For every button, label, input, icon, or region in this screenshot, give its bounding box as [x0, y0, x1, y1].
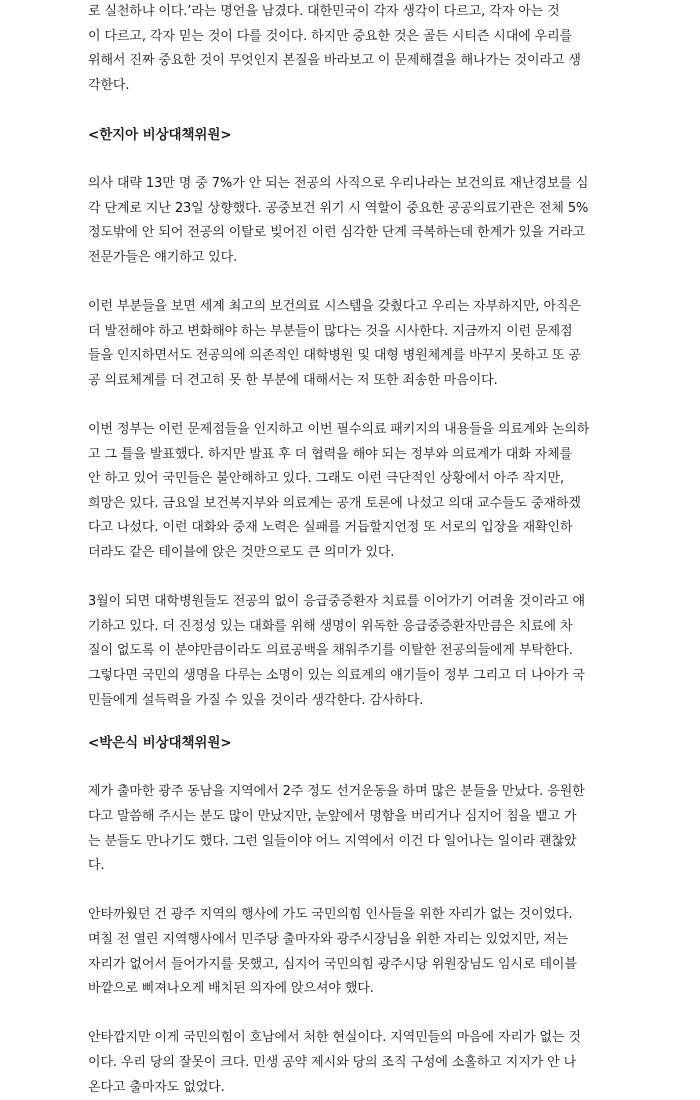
paragraph-han-4: 3월이 되면 대학병원들도 전공의 없이 응급중증환자 치료를 이어가기 어려울 것이라고 얘 기하고 있다. 더 진정성 있는 대화를 위해 생명이 위독한 응급중증환자만큼은 치료에 차 질이 없도록 이 분야만큼이라도 의료공백을 채워주기를 이탈한 전공의들에게 부탁한다. 그렇다면 국민의 생명을 다루는 소명이 있는 의료계의 얘기들이 정부 그리고 더 나아가 국 민들에게 설득력을 가질 수 있을 것이라 생각한다. 감사하다. [88, 594, 585, 708]
paragraph-park-1: 제가 출마한 광주 동남을 지역에서 2주 정도 선거운동을 하며 많은 분들을 만났다. 응원한 다고 말씀해 주시는 분도 많이 만났지만, 눈앞에서 명함을 버리거나 심지어 침을 뱉고 가 는 분들도 만나기도 했다. 그런 일들이야 어느 지역에서 이건 다 일어나는 일이라 괜찮았 다. [88, 784, 585, 874]
speaker-heading-park-eunsik: <박은식 비상대책위원> [88, 735, 232, 752]
paragraph-han-1: 의사 대략 13만 명 중 7%가 안 되는 전공의 사직으로 우리나라는 보건의료 재난경보를 심 각 단계로 지난 23일 상향했다. 공중보건 위기 시 역할이 중요한 공공의료기관은 전체 5% 정도밖에 안 되어 전공의 이탈로 빚어진 이런 심각한 단계 극복하는데 한계가 있을 거라고 전문가들은 얘기하고 있다. [88, 176, 589, 265]
paragraph-intro-closing: 로 실천하냐 이다.’라는 명언을 남겼다. 대한민국이 각자 생각이 다르고, 각자 아는 것 이 다르고, 각자 믿는 것이 다를 것이다. 하지만 중요한 것은 골든 시티즌 시대에 우리를 위해서 진짜 중요한 것이 무엇인지 본질을 바라보고 이 문제해결을 해나가는 것이라고 생 각한다. [88, 4, 581, 93]
speaker-heading-han-jia: <한지아 비상대책위원> [88, 126, 232, 143]
paragraph-park-2: 안타까웠던 건 광주 지역의 행사에 가도 국민의힘 인사들을 위한 자리가 없는 것이었다. 며칠 전 열린 지역행사에서 민주당 출마자와 광주시장님을 위한 자리는 있었지만, 저는 자리가 없어서 들어가지를 못했고, 심지어 국민의힘 광주시당 위원장님도 임시로 테이블 바깥으로 삐져나오게 배치된 의자에 앉으셔야 했다. [88, 907, 577, 997]
paragraph-han-3: 이번 정부는 이런 문제점들을 인지하고 이번 필수의료 패키지의 내용들을 의료계와 논의하 고 그 틀을 발표했다. 하지만 발표 후 더 협력을 해야 되는 정부와 의료계가 대화 자체를 안 하고 있어 국민들은 불안해하고 있다. 그래도 이런 극단적인 상황에서 아주 작지만, 희망은 있다. 금요일 보건복지부와 의료계는 공개 토론에 나섰고 의대 교수들도 중재하겠 다고 나섰다. 이런 대화와 중재 노력은 실패를 거듭할지언정 또 서로의 입장을 재확인하 더라도 같은 테이블에 앉은 것만으로도 큰 의미가 있다. [88, 422, 590, 561]
paragraph-han-2: 이런 부분들을 보면 세계 최고의 보건의료 시스템을 갖췄다고 우리는 자부하지만, 아직은 더 발전해야 하고 변화해야 하는 부분들이 많다는 것을 시사한다. 지금까지 이런 문제점 들을 인지하면서도 전공의에 의존적인 대학병원 및 대형 병원체계를 바꾸지 못하고 또 공 공 의료체계를 더 견고히 못 한 부분에 대해서는 저 또한 죄송한 마음이다. [88, 299, 581, 388]
paragraph-park-3: 안타깝지만 이게 국민의힘이 호남에서 처한 현실이다. 지역민들의 마음에 자리가 없는 것 이다. 우리 당의 잘못이 크다. 민생 공약 제시와 당의 조직 구성에 소홀하고 지지가 안 나 온다고 출마자도 없었다. [88, 1030, 581, 1095]
